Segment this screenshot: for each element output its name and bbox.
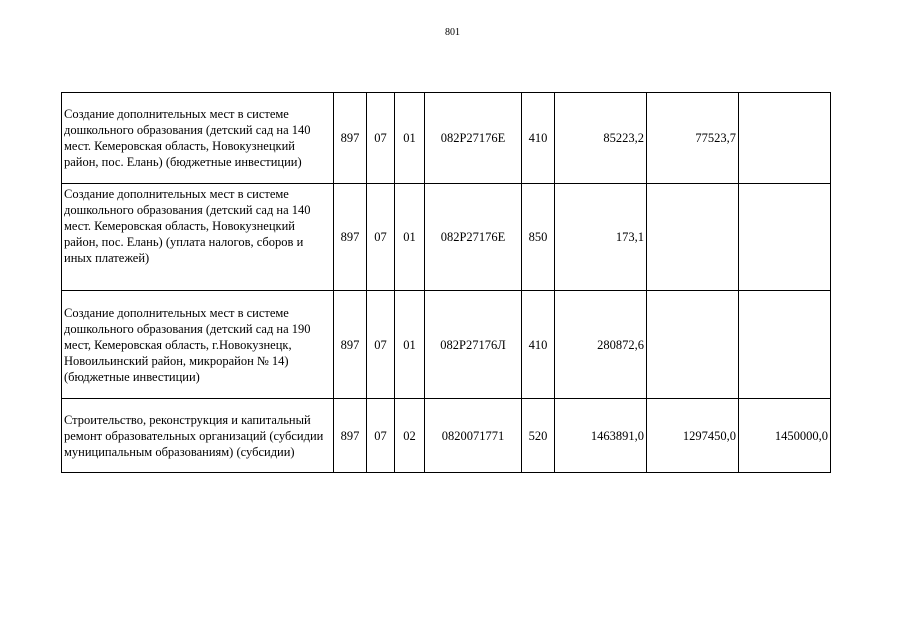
amount-2: 77523,7 [647,93,739,184]
ministry-code: 897 [334,399,367,473]
expense-type-code: 410 [522,93,555,184]
amount-3 [739,93,831,184]
table-row [62,291,831,399]
expense-type-code: 850 [522,184,555,291]
target-code: 082P27176Л [425,291,522,399]
row-description: Создание дополнительных мест в системе дошкольного образования (детский сад на 140 мест. Кемеровская область, Новокузнецкий район, пос. Елань) (бюджетные инвестиции) [62,93,334,184]
page-number: 801 [445,27,460,38]
ministry-code: 897 [334,184,367,291]
subsection-code: 01 [395,93,425,184]
amount-2 [647,184,739,291]
amount-3 [739,184,831,291]
amount-1: 280872,6 [555,291,647,399]
amount-2 [647,291,739,399]
budget-table [61,92,831,473]
section-code: 07 [367,93,395,184]
row-description: Создание дополнительных мест в системе дошкольного образования (детский сад на 140 мест. Кемеровская область, Новокузнецкий район, пос. Елань) (уплата налогов, сборов и иных платежей) [62,184,334,291]
subsection-code: 02 [395,399,425,473]
section-code: 07 [367,399,395,473]
ministry-code: 897 [334,291,367,399]
table-row [62,184,831,291]
table-row [62,93,831,184]
target-code: 082P27176E [425,184,522,291]
amount-1: 173,1 [555,184,647,291]
amount-3 [739,291,831,399]
section-code: 07 [367,184,395,291]
amount-1: 85223,2 [555,93,647,184]
subsection-code: 01 [395,291,425,399]
target-code: 0820071771 [425,399,522,473]
amount-2: 1297450,0 [647,399,739,473]
ministry-code: 897 [334,93,367,184]
subsection-code: 01 [395,184,425,291]
expense-type-code: 410 [522,291,555,399]
row-description: Создание дополнительных мест в системе дошкольного образования (детский сад на 190 мест, Кемеровская область, г.Новокузнецк, Новоильинский район, микрорайон № 14) (бюджетные инвестиции) [62,291,334,399]
table-row [62,399,831,473]
target-code: 082P27176E [425,93,522,184]
amount-1: 1463891,0 [555,399,647,473]
expense-type-code: 520 [522,399,555,473]
section-code: 07 [367,291,395,399]
row-description: Строительство, реконструкция и капитальный ремонт образовательных организаций (субсидии муниципальным образованиям) (субсидии) [62,399,334,473]
amount-3: 1450000,0 [739,399,831,473]
